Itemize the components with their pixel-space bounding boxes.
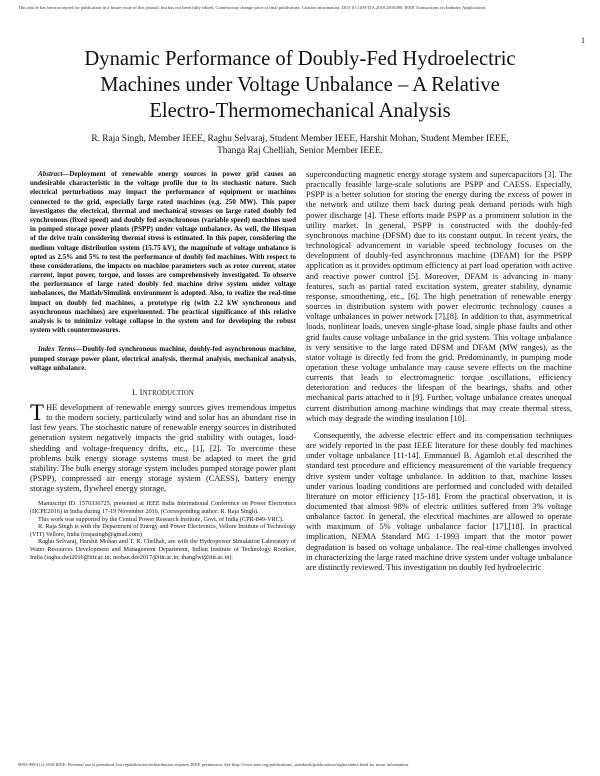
page-number: 1 bbox=[581, 36, 585, 45]
abstract-text: Deployment of renewable energy sources in power grid causes an undesirable characteristic in the voltage profile due to its stochastic nature. Such electrical perturbations may impact the performance of equipment or machines connected to the grid, especially large rated machines (e.g. 250 MW). This paper investigates the electrical, thermal and mechanical stresses on large rated doubly fed synchronous (fixed speed) and doubly fed asynchronous (variable speed) machines used in pumped storage power plants (PSPP) under voltage unbalance. As well, the lifespan of the drive train considering thermal stress is estimated. In this paper, considering the medium voltage distribution system (15.75 kV), the magnitude of voltage unbalance is opted as 2.5% and 5% to test the performance of doubly fed machines. With respect to these considerations, the impacts on machine parameters such as rotor current, stator current, input power, torque, and losses are comprehensively investigated. To observe the performance of large rated doubly fed machine drive system under voltage unbalances, the Matlab/Simulink environment is adopted. Also, to realize the real-time impact on doubly fed machines, a prototype rig (with 2.2 kW synchronous and asynchronous machines) are experimented. The practical significance of this relative analysis is to minimize voltage collapse in the system and for developing the robust system with countermeasures. bbox=[30, 170, 296, 335]
section-title-initial: I bbox=[139, 386, 143, 397]
footnote: Manuscript ID. 1570336725, presented at IEEE India International Conference on Power Electronics (IICPE2016) in India during 17-19 November 2016. (Corresponding author: R. Raja Singh). bbox=[30, 500, 296, 515]
abstract-label: Abstract— bbox=[38, 170, 70, 178]
body-paragraph: superconducting magnetic energy storage system and supercapacitors [3]. The practically feasible large-scale solutions are PSPP and CAESS. Especially, PSPP is a better solution for storing the energy during the excess of power in the network and utilize them back during peak demand periods with high power discharge [4]. These efforts made PSPP as a prominent solution in the utility market. In general, PSPP is constructed with the doubly-fed synchronous machine (DFSM) due to its constant output. In recent years, the technological advancement in variable speed technology focuses on the development of doubly-fed asynchronous machine (DFAM) for the PSPP application as it provides optimum efficiency at part load operation with active and reactive power control [5]. Moreover, DFAM is advancing in many features, such as partial rated excitation system, greater stability, dynamic response, smoothening, etc., [6]. The high penetration of renewable energy sources in distribution system with power electronic technology causes a voltage unbalances in power network [7],[8]. In addition to that, asymmetrical loads, nonlinear loads, uneven single-phase load, single phase faults and other grid faults cause voltage unbalance in the grid system. This voltage unbalance is very sensitive to the large rated DFSM and DFAM (MW ranges), as the stator voltage is directly fed from the grid. Predominantly, in pumping mode operation these voltage unbalance may cause severe effects on the machine currents that leads to electromagnetic torque oscillations, efficiency deterioration and reduces the lifespan of the bearings, shafts and other mechanical parts attached to it [9]. Further, voltage unbalance creates unequal current distribution among machine windings that may create thermal stress, which may degrade the winding insulation [10]. bbox=[306, 170, 572, 423]
section-title-rest: NTRODUCTION bbox=[142, 389, 194, 397]
intro-paragraph bbox=[30, 399, 296, 494]
title-line: Electro-Thermomechanical Analysis bbox=[149, 100, 451, 122]
acceptance-notice: This article has been accepted for publication in a future issue of this journal, but has not been fully edited. Content may change prior to final publication. Citation information: DOI 10.1109/TIA.2018.2816390, IEEE Transactions on Industry Applications bbox=[18, 5, 486, 10]
footnote: R. Raja Singh is with the Department of Energy and Power Electronics, Vellore Institute of Technology (VIT) Vellore, India (rrajasingh@gmail.com) bbox=[30, 523, 296, 538]
index-terms bbox=[30, 345, 296, 373]
title-line: Dynamic Performance of Doubly-Fed Hydroelectric bbox=[84, 48, 516, 70]
copyright-footer: 0093-9994 (c) 2018 IEEE. Personal use is permitted, but republication/redistribution requires IEEE permission. See http://www.ieee.org/publications_standards/publications/rights/index.html for more information. bbox=[18, 762, 410, 767]
index-terms-text: —Doubly-fed synchronous machine, doubly-fed asynchronous machine, pumped storage power plant, electrical analysis, thermal analysis, mechanical analysis, voltage unbalance. bbox=[30, 345, 296, 372]
abstract bbox=[30, 170, 296, 335]
section-heading bbox=[30, 387, 296, 397]
right-column bbox=[306, 170, 572, 573]
section-number: I. bbox=[131, 386, 138, 397]
intro-text: HE development of renewable energy sources gives tremendous impetus to the modern society, particularly wind and solar has an abundant rise in last few years. The stochastic nature of renewable energy sources in distributed generation system negatively impacts the grid stability with outages, load-shedding and voltage-frequency drifts, etc., [1], [2]. To overcome these problems bulk energy storage systems must be adapted to meet the grid stability. The bulk energy storage system includes pumped storage power plant (PSPP), compressed air energy storage system (CAESS), battery energy storage system, flywheel energy storage, bbox=[30, 402, 296, 494]
drop-cap: T bbox=[30, 399, 45, 425]
authors-line: Thanga Raj Chelliah, Senior Member IEEE. bbox=[217, 146, 383, 156]
index-terms-label: Index Terms bbox=[38, 345, 76, 354]
author-list bbox=[30, 133, 570, 157]
paper-title bbox=[40, 46, 560, 124]
body-paragraph: Consequently, the adverse electric effect and its compensation techniques are widely reported in the past IEEE literature for these doubly fed machines under voltage unbalance [11-14]. Emmanuel B. Agamloh et.al described the standard test procedure and efficiency measurement of the variable frequency drive system under voltage unbalance. In addition to that, machine losses under various loading conditions are performed and concluded with detailed literature on motor efficiency [15-18]. From the practical observation, it is documented that almost 98% of electric utilities suffered from 3% voltage unbalance factor. In general, the electrical machines are allowed to operate with maximum of 5% voltage unbalance factor [17],[18]. In practical implication, NEMA Standard MG 1-1993 impart that the motor power degradation is based on voltage unbalance. The real-time challenges involved in characterizing the large rated machine drive system under voltage unbalance are distinctly reviewed. This investigation on doubly fed hydroelectric bbox=[306, 430, 572, 572]
authors-line: R. Raja Singh, Member IEEE, Raghu Selvaraj, Student Member IEEE, Harshit Mohan, Student Member IEEE, bbox=[91, 134, 509, 144]
footnote: Raghu Selvaraj, Harshit Mohan and T. R. Chelliah, are with the Hydropower Simulation Laboratory of Water Resources Development and Management Department, Indian Institute of Technology Roorkee, India (raghu.dwt2016@iitr.ac.in; mohan.dee2017@iitr.ac.in; thangfwt@iitr.ac.in). bbox=[30, 538, 296, 561]
title-line: Machines under Voltage Unbalance – A Relative bbox=[100, 74, 500, 96]
left-column bbox=[30, 170, 296, 561]
footnote: This work was supported by the Central Power Research Institute, Govt. of India (CPR-849-VRC). bbox=[38, 515, 284, 523]
